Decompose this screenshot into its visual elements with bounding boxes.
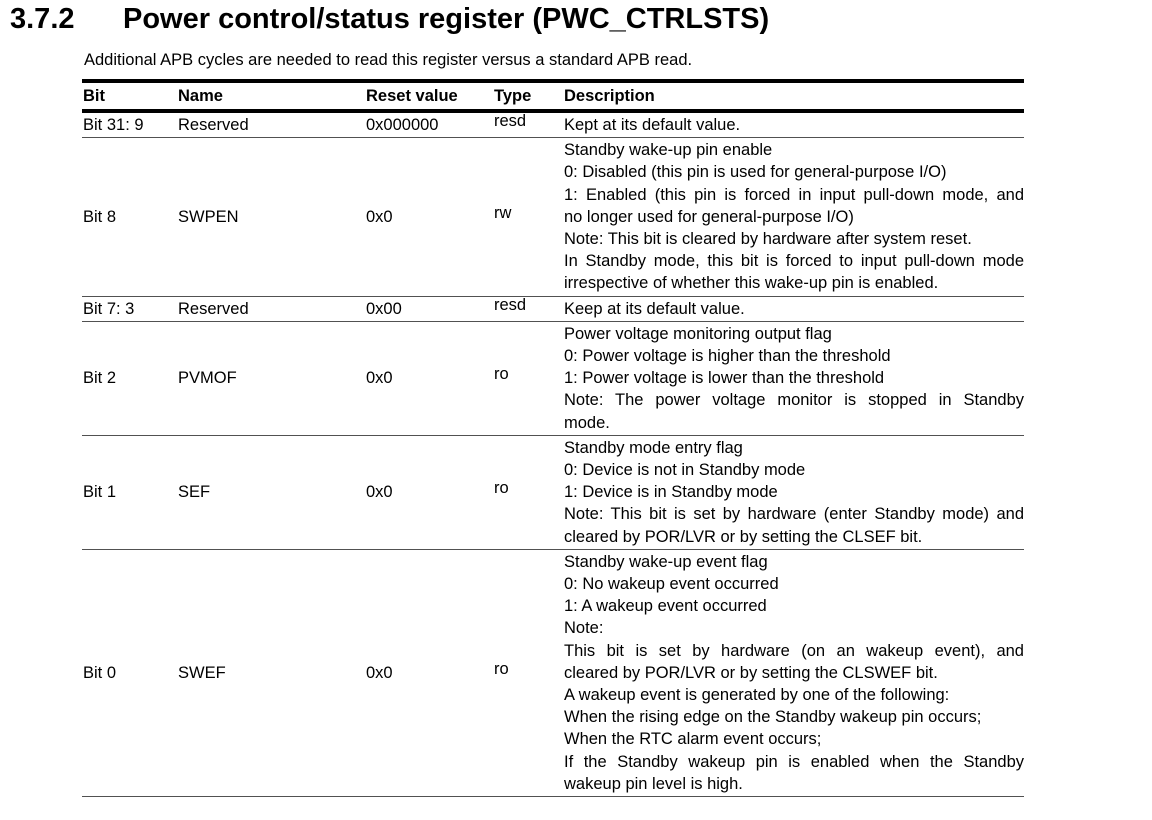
- table-row: [82, 321, 1024, 435]
- description-cell: [563, 435, 1024, 549]
- column-header-name: Name: [177, 81, 365, 111]
- type-cell: [493, 111, 563, 138]
- description-line: Standby wake-up pin enable: [564, 141, 773, 160]
- description-line: irrespective of whether this wake-up pin is enabled.: [564, 274, 939, 293]
- document-page: [0, 3, 1152, 820]
- reset-value-cell: 0x0: [365, 138, 493, 296]
- type-cell: [493, 296, 563, 321]
- description-line: mode.: [564, 413, 610, 432]
- reset-value-cell: 0x0: [365, 435, 493, 549]
- description-line: 1: Power voltage is lower than the threshold: [564, 369, 885, 388]
- table-header-row: [82, 81, 1024, 111]
- description-line: If the Standby wakeup pin is enabled when the Standby: [564, 752, 1024, 771]
- description-line: 0: No wakeup event occurred: [564, 575, 779, 594]
- type-cell: [493, 138, 563, 296]
- name-cell: PVMOF: [177, 321, 365, 435]
- register-table-body: [82, 111, 1024, 797]
- description-line: Note: The power voltage monitor is stopped in Standby: [564, 391, 1024, 410]
- reset-value-cell: 0x00: [365, 296, 493, 321]
- bit-cell: Bit 0: [82, 549, 177, 796]
- description-cell: [563, 138, 1024, 296]
- register-table: [82, 79, 1024, 797]
- reset-value-cell: 0x000000: [365, 111, 493, 138]
- description-line: 0: Device is not in Standby mode: [564, 461, 806, 480]
- description-line: A wakeup event is generated by one of the following:: [564, 686, 950, 705]
- bit-cell: Bit 31: 9: [82, 111, 177, 138]
- description-line: Power voltage monitoring output flag: [564, 324, 832, 343]
- page-title: Power control/status register (PWC_CTRLSTS): [123, 3, 770, 35]
- description-line: Note:: [564, 619, 604, 638]
- type-value: resd: [494, 295, 527, 314]
- description-cell: [563, 321, 1024, 435]
- description-cell: [563, 549, 1024, 796]
- reset-value-cell: 0x0: [365, 321, 493, 435]
- description-line: 1: Enabled (this pin is forced in input pull-down mode, and: [564, 185, 1024, 204]
- description-line: 0: Disabled (this pin is used for general-purpose I/O): [564, 163, 947, 182]
- type-value: ro: [494, 479, 509, 498]
- column-header-reset-value: Reset value: [365, 81, 493, 111]
- table-row: [82, 296, 1024, 321]
- name-cell: SWEF: [177, 549, 365, 796]
- reset-value-cell: 0x0: [365, 549, 493, 796]
- type-value: ro: [494, 365, 509, 384]
- description-line: 1: A wakeup event occurred: [564, 597, 767, 616]
- type-cell: [493, 321, 563, 435]
- name-cell: Reserved: [177, 111, 365, 138]
- name-cell: Reserved: [177, 296, 365, 321]
- description-line: 1: Device is in Standby mode: [564, 483, 778, 502]
- table-row: [82, 549, 1024, 796]
- bit-cell: Bit 8: [82, 138, 177, 296]
- description-line: wakeup pin level is high.: [564, 774, 743, 793]
- description-line: cleared by POR/LVR or by setting the CLSEF bit.: [564, 527, 923, 546]
- description-line: no longer used for general-purpose I/O): [564, 207, 854, 226]
- description-cell: [563, 296, 1024, 321]
- column-header-bit: Bit: [82, 81, 177, 111]
- type-cell: [493, 435, 563, 549]
- column-header-description: Description: [563, 81, 1024, 111]
- name-cell: SEF: [177, 435, 365, 549]
- description-line: Standby wake-up event flag: [564, 552, 768, 571]
- intro-text: Additional APB cycles are needed to read this register versus a standard APB read.: [84, 51, 693, 69]
- description-line: In Standby mode, this bit is forced to input pull-down mode: [564, 252, 1024, 271]
- description-line: This bit is set by hardware (on an wakeup event), and: [564, 641, 1024, 660]
- description-cell: [563, 111, 1024, 138]
- type-cell: [493, 549, 563, 796]
- column-header-type: Type: [493, 81, 563, 111]
- type-value: ro: [494, 659, 509, 678]
- section-heading: [10, 3, 1152, 36]
- type-value: resd: [494, 112, 527, 130]
- table-row: [82, 138, 1024, 296]
- bit-cell: Bit 2: [82, 321, 177, 435]
- description-line: When the RTC alarm event occurs;: [564, 730, 822, 749]
- section-number: 3.7.2: [10, 3, 75, 35]
- bit-cell: Bit 1: [82, 435, 177, 549]
- description-line: Note: This bit is set by hardware (enter Standby mode) and: [564, 505, 1024, 524]
- description-line: Standby mode entry flag: [564, 438, 743, 457]
- description-line: 0: Power voltage is higher than the threshold: [564, 347, 891, 366]
- bit-cell: Bit 7: 3: [82, 296, 177, 321]
- type-value: rw: [494, 203, 512, 222]
- table-row: [82, 111, 1024, 138]
- name-cell: SWPEN: [177, 138, 365, 296]
- description-line: Keep at its default value.: [564, 299, 745, 318]
- description-line: When the rising edge on the Standby wakeup pin occurs;: [564, 708, 982, 727]
- table-row: [82, 435, 1024, 549]
- description-line: Kept at its default value.: [564, 116, 741, 134]
- description-line: cleared by POR/LVR or by setting the CLSWEF bit.: [564, 663, 938, 682]
- description-line: Note: This bit is cleared by hardware after system reset.: [564, 230, 972, 249]
